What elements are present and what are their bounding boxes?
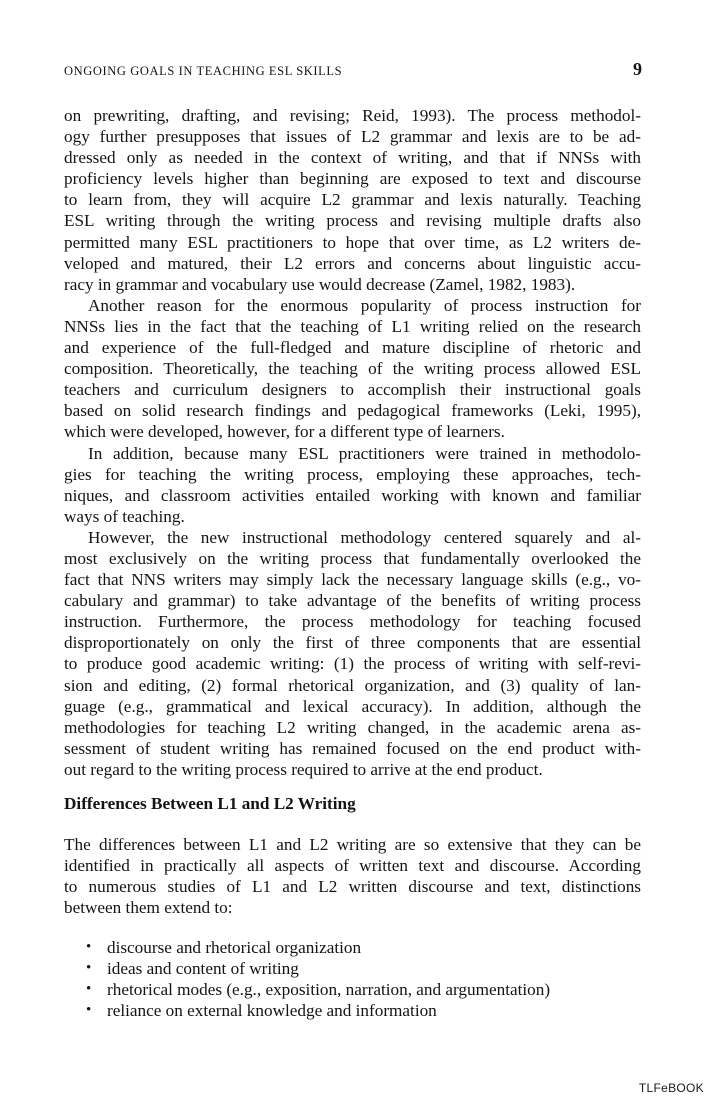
text-line: dressed only as needed in the context of writing, and that if NNSs with — [64, 148, 641, 168]
text-line: and experience of the full-fledged and mature discipline of rhetoric and — [64, 338, 641, 358]
text-line: teachers and curriculum designers to accomplish their instructional goals — [64, 380, 641, 400]
text-line: which were developed, however, for a different type of learners. — [64, 422, 505, 442]
text-line: between them extend to: — [64, 898, 233, 918]
bullet-dot-icon: • — [86, 1002, 92, 1018]
text-line: based on solid research findings and pedagogical frameworks (Leki, 1995), — [64, 401, 641, 421]
text-line: most exclusively on the writing process that fundamentally overlooked the — [64, 548, 641, 568]
bullet-item — [86, 937, 646, 958]
text-line: methodologies for teaching L2 writing changed, in the academic arena as- — [64, 717, 641, 737]
watermark: TLFeBOOK — [638, 1081, 704, 1095]
text-line: niques, and classroom activities entailed working with known and familiar — [64, 485, 641, 505]
text-line: sion and editing, (2) formal rhetorical organization, and (3) quality of lan- — [64, 675, 641, 695]
bullet-dot-icon: • — [86, 981, 92, 997]
text-line: ESL writing through the writing process and revising multiple drafts also — [64, 211, 641, 231]
running-head — [64, 59, 642, 82]
section-heading: Differences Between L1 and L2 Writing — [64, 794, 356, 813]
text-line: sessment of student writing has remained focused on the end product with- — [64, 738, 641, 758]
bullet-text: reliance on external knowledge and information — [107, 1001, 437, 1020]
text-line: out regard to the writing process required to arrive at the end product. — [64, 759, 543, 779]
text-line: instruction. Furthermore, the process methodology for teaching focused — [64, 612, 641, 632]
text-line: disproportionately on only the first of three components that are essential — [64, 633, 641, 653]
text-line: racy in grammar and vocabulary use would decrease (Zamel, 1982, 1983). — [64, 274, 576, 294]
text-line: NNSs lies in the fact that the teaching of L1 writing relied on the research — [64, 316, 641, 336]
page-number: 9 — [633, 59, 642, 79]
text-line: identified in practically all aspects of written text and discourse. According — [64, 856, 641, 876]
text-line: guage (e.g., grammatical and lexical accuracy). In addition, although the — [64, 696, 641, 716]
text-line: However, the new instructional methodology centered squarely and al- — [88, 527, 641, 547]
text-line: to produce good academic writing: (1) the process of writing with self-revi- — [64, 654, 641, 674]
bullet-dot-icon: • — [86, 960, 92, 976]
text-line: fact that NNS writers may simply lack the necessary language skills (e.g., vo- — [64, 570, 641, 590]
bullet-dot-icon: • — [86, 939, 92, 955]
text-line: gies for teaching the writing process, employing these approaches, tech- — [64, 464, 641, 484]
text-line: ways of teaching. — [64, 506, 185, 526]
bullet-item — [86, 1000, 646, 1021]
text-line: proficiency levels higher than beginning are exposed to text and discourse — [64, 169, 641, 189]
text-line: composition. Theoretically, the teaching of the writing process allowed ESL — [64, 359, 641, 379]
text-line: Another reason for the enormous popularity of process instruction for — [88, 295, 641, 315]
text-line: The differences between L1 and L2 writing are so extensive that they can be — [64, 835, 641, 854]
text-line: ogy further presupposes that issues of L2 grammar and lexis are to be ad- — [64, 127, 641, 147]
running-title: ONGOING GOALS IN TEACHING ESL SKILLS — [64, 64, 343, 78]
text-line: to numerous studies of L1 and L2 written discourse and text, distinctions — [64, 877, 641, 897]
text-line: veloped and matured, their L2 errors and concerns about linguistic accu- — [64, 253, 641, 273]
bullet-text: rhetorical modes (e.g., exposition, narration, and argumentation) — [107, 980, 551, 999]
body-text — [64, 105, 641, 780]
bullet-list — [86, 937, 646, 1021]
text-line: on prewriting, drafting, and revising; Reid, 1993). The process methodol- — [64, 106, 641, 125]
bullet-text: ideas and content of writing — [107, 959, 299, 978]
bullet-item — [86, 958, 646, 979]
text-line: cabulary and grammar) to take advantage of the benefits of writing process — [64, 591, 641, 611]
text-line: In addition, because many ESL practitioners were trained in methodolo- — [88, 443, 641, 463]
text-line: permitted many ESL practitioners to hope that over time, as L2 writers de- — [64, 232, 641, 252]
bullet-text: discourse and rhetorical organization — [107, 938, 362, 957]
section-intro-text — [64, 834, 641, 918]
bullet-item — [86, 979, 646, 1000]
text-line: to learn from, they will acquire L2 grammar and lexis naturally. Teaching — [64, 190, 641, 210]
